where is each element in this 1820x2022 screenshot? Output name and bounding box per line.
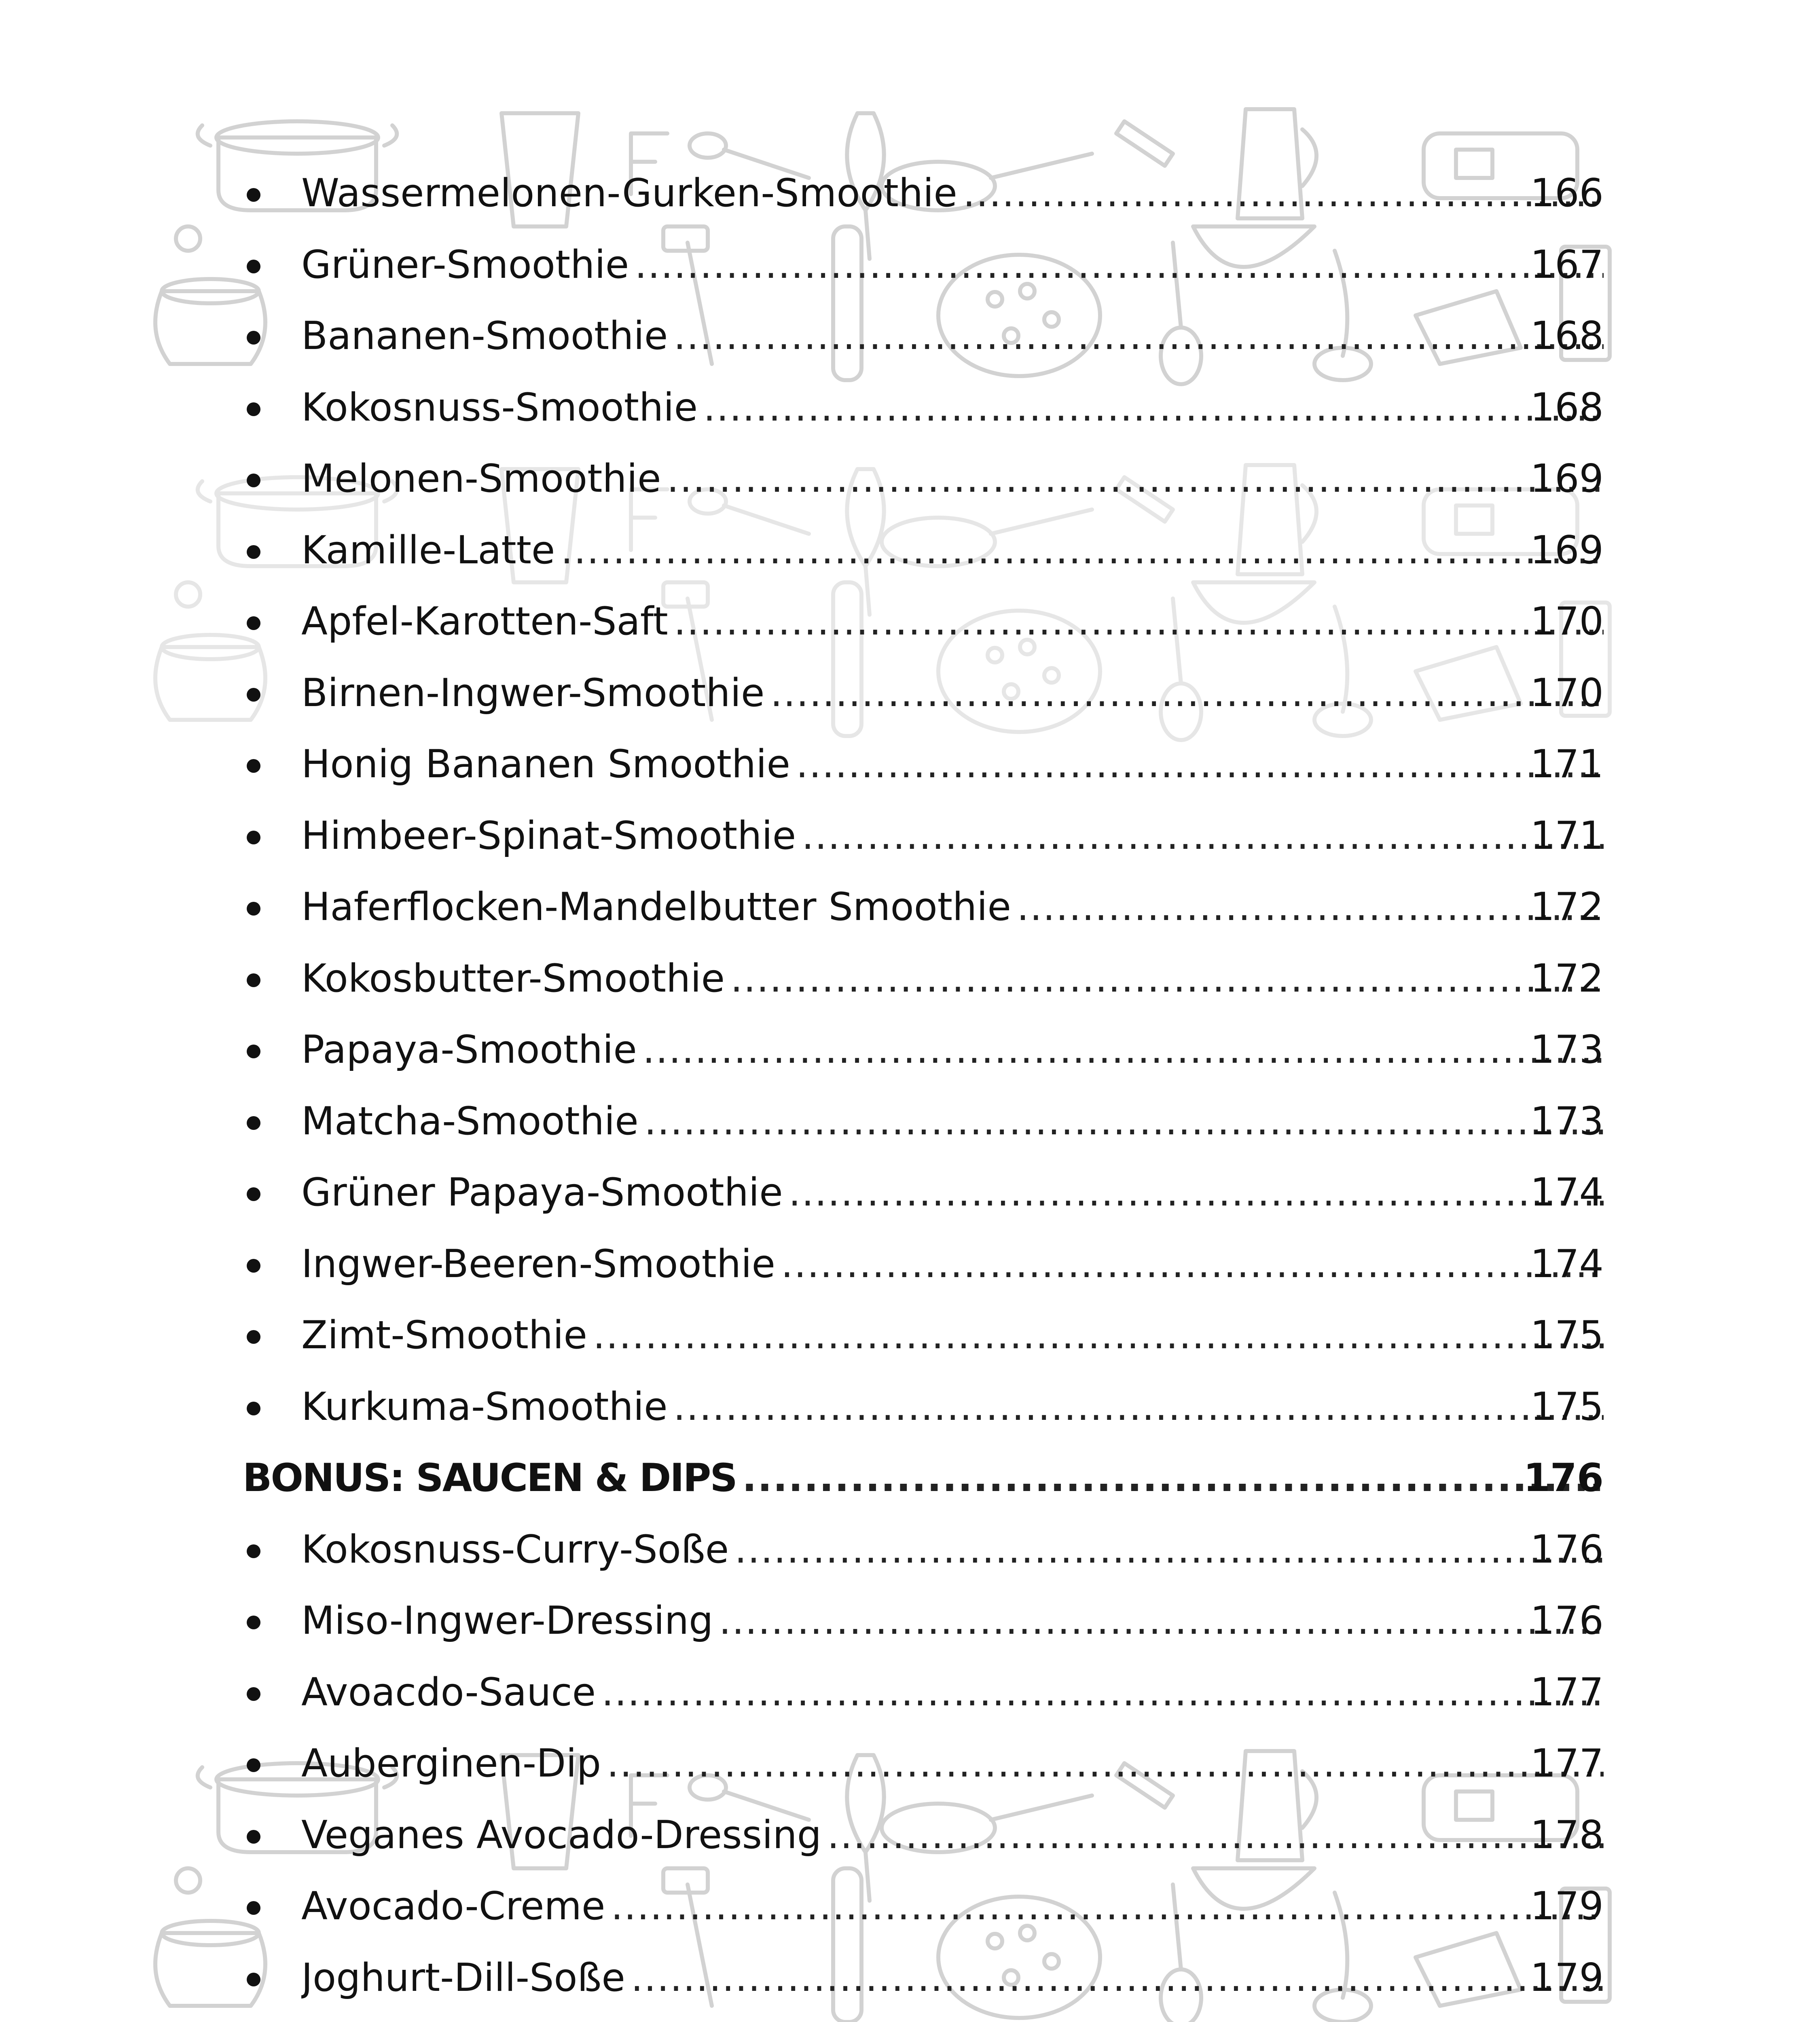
toc-entry-title: Haferflocken-Mandelbutter Smoothie — [301, 885, 1011, 929]
toc-entry-title: Apfel-Karotten-Saft — [301, 599, 668, 644]
toc-entry[interactable] — [0, 1516, 1820, 1587]
toc-entry[interactable] — [0, 588, 1820, 659]
toc-page-number: 175 — [1530, 1384, 1604, 1429]
toc-page-number: 171 — [1530, 742, 1604, 787]
toc-entry-title: Auberginen-Dip — [301, 1741, 601, 1786]
toc-entry-title: Melonen-Smoothie — [301, 457, 661, 501]
toc-entry-title: Veganes Avocado-Dressing — [301, 1813, 822, 1857]
bullet-icon — [247, 1687, 260, 1701]
bullet-icon — [247, 1116, 260, 1130]
toc-leader-line — [301, 810, 1604, 862]
toc-entry[interactable] — [0, 1231, 1820, 1302]
dot-leader — [667, 453, 1604, 505]
bullet-icon — [247, 1259, 260, 1273]
toc-entry-title: Ingwer-Beeren-Smoothie — [301, 1242, 775, 1286]
dot-leader — [611, 1880, 1604, 1933]
toc-leader-line — [301, 1666, 1604, 1719]
dot-leader — [719, 1595, 1604, 1647]
dot-leader — [607, 1737, 1604, 1790]
bullet-icon — [247, 902, 260, 916]
dot-leader — [674, 595, 1604, 648]
toc-leader-line — [301, 1238, 1604, 1290]
dot-leader — [631, 1952, 1604, 2004]
toc-entry[interactable] — [0, 874, 1820, 945]
toc-leader-line — [301, 1024, 1604, 1076]
toc-page-number: 166 — [1530, 171, 1604, 216]
toc-leader-line — [301, 453, 1604, 505]
dot-leader — [770, 667, 1604, 719]
bullet-icon — [247, 1973, 260, 1986]
toc-entry-title: Matcha-Smoothie — [301, 1099, 639, 1144]
toc-leader-line — [301, 167, 1604, 220]
dot-leader — [781, 1238, 1604, 1290]
toc-leader-line — [301, 1595, 1604, 1647]
toc-page-number: 169 — [1530, 457, 1604, 501]
toc-entry-title: Zimt-Smoothie — [301, 1313, 587, 1358]
toc-entry[interactable] — [0, 1159, 1820, 1230]
toc-leader-line — [301, 1880, 1604, 1933]
toc-page-number: 177 — [1530, 1670, 1604, 1715]
bullet-icon — [247, 188, 260, 202]
dot-leader — [827, 1809, 1604, 1861]
dot-leader — [742, 1452, 1604, 1504]
bullet-icon — [247, 1187, 260, 1201]
toc-leader-line — [301, 1309, 1604, 1362]
toc-entry[interactable] — [0, 160, 1820, 231]
toc-page-number: 168 — [1530, 385, 1604, 430]
toc-entry[interactable] — [0, 517, 1820, 588]
toc-entry[interactable] — [0, 731, 1820, 802]
toc-leader-line — [301, 881, 1604, 933]
toc-entry[interactable] — [0, 374, 1820, 445]
dot-leader — [601, 1666, 1604, 1719]
toc-entry-title: Papaya-Smoothie — [301, 1028, 637, 1072]
toc-entry-title: Avoacdo-Sauce — [301, 1670, 596, 1715]
toc-page-number: 171 — [1530, 813, 1604, 858]
toc-entry-title: Grüner-Smoothie — [301, 242, 629, 287]
toc-entry[interactable] — [0, 1587, 1820, 1658]
dot-leader — [730, 952, 1604, 1005]
dot-leader — [673, 1381, 1604, 1433]
dot-leader — [703, 381, 1604, 434]
toc-entry-title: Kokosnuss-Curry-Soße — [301, 1527, 729, 1572]
toc-page-number: 178 — [1530, 1813, 1604, 1857]
bullet-icon — [247, 1758, 260, 1772]
toc-page-number: 176 — [1523, 1456, 1604, 1500]
dot-leader — [673, 310, 1604, 362]
toc-leader-line — [301, 1381, 1604, 1433]
toc-leader-line — [301, 738, 1604, 791]
toc-entry[interactable] — [0, 445, 1820, 516]
toc-page-number: 176 — [1530, 1527, 1604, 1572]
toc-entry[interactable] — [0, 1373, 1820, 1445]
toc-leader-line — [301, 595, 1604, 648]
dot-leader — [1017, 881, 1604, 933]
dot-leader — [796, 738, 1604, 791]
toc-leader-line — [301, 1523, 1604, 1576]
bullet-icon — [247, 759, 260, 773]
dot-leader — [789, 1166, 1604, 1219]
toc-entry-title: Kokosnuss-Smoothie — [301, 385, 698, 430]
bullet-icon — [247, 260, 260, 273]
toc-entry-title: Kurkuma-Smoothie — [301, 1384, 668, 1429]
toc-entry-title: Grüner Papaya-Smoothie — [301, 1170, 783, 1215]
toc-leader-line — [301, 1095, 1604, 1148]
toc-entry[interactable] — [0, 660, 1820, 731]
toc-page-number: 173 — [1530, 1099, 1604, 1144]
toc-leader-line — [301, 524, 1604, 577]
dot-leader — [561, 524, 1604, 577]
toc-entry-title: Joghurt-Dill-Soße — [301, 1955, 625, 2000]
bullet-icon — [247, 1402, 260, 1415]
toc-leader-line — [301, 1952, 1604, 2004]
toc-entry[interactable] — [0, 945, 1820, 1016]
toc-page-number: 179 — [1530, 1955, 1604, 2000]
toc-page-number: 169 — [1530, 528, 1604, 573]
toc-entry[interactable] — [0, 1730, 1820, 1801]
toc-entry[interactable] — [0, 1659, 1820, 1730]
toc-leader-line — [243, 1452, 1604, 1504]
toc-page-number: 174 — [1530, 1242, 1604, 1286]
toc-entry-title: Himbeer-Spinat-Smoothie — [301, 813, 796, 858]
toc-entry[interactable] — [0, 1944, 1820, 2016]
toc-entry-title: Avocado-Creme — [301, 1884, 605, 1929]
toc-leader-line — [301, 239, 1604, 291]
bullet-icon — [247, 1045, 260, 1058]
toc-entry-title: Bananen-Smoothie — [301, 314, 668, 358]
dot-leader — [635, 239, 1604, 291]
toc-leader-line — [301, 952, 1604, 1005]
toc-entry[interactable] — [0, 1088, 1820, 1159]
toc-entry-title: BONUS: SAUCEN & DIPS — [243, 1456, 736, 1500]
bullet-icon — [247, 331, 260, 345]
toc-entry[interactable] — [0, 802, 1820, 874]
toc-page-number: 172 — [1530, 956, 1604, 1001]
toc-entry[interactable] — [0, 1016, 1820, 1087]
toc-entry-title: Kamille-Latte — [301, 528, 555, 573]
dot-leader — [644, 1095, 1604, 1148]
toc-entry-title: Birnen-Ingwer-Smoothie — [301, 670, 765, 715]
bullet-icon — [247, 616, 260, 630]
toc-entry[interactable] — [0, 302, 1820, 374]
bullet-icon — [247, 831, 260, 844]
bullet-icon — [247, 973, 260, 987]
bullet-icon — [247, 1330, 260, 1344]
toc-entry-title: Miso-Ingwer-Dressing — [301, 1599, 713, 1643]
dot-leader — [734, 1523, 1604, 1576]
dot-leader — [963, 167, 1604, 220]
bullet-icon — [247, 402, 260, 416]
dot-leader — [643, 1024, 1604, 1076]
toc-leader-line — [301, 381, 1604, 434]
bullet-icon — [247, 688, 260, 702]
bullet-icon — [247, 1616, 260, 1629]
bullet-icon — [247, 1901, 260, 1915]
toc-entry-title: Kokosbutter-Smoothie — [301, 956, 725, 1001]
toc-leader-line — [301, 1737, 1604, 1790]
toc-entry[interactable] — [0, 1302, 1820, 1373]
toc-entry[interactable] — [0, 1873, 1820, 1944]
toc-page-number: 168 — [1530, 314, 1604, 358]
dot-leader — [593, 1309, 1604, 1362]
toc-leader-line — [301, 1809, 1604, 1861]
toc-leader-line — [301, 667, 1604, 719]
toc-page-number: 175 — [1530, 1313, 1604, 1358]
toc-section-heading[interactable] — [0, 1445, 1820, 1516]
bullet-icon — [247, 1830, 260, 1844]
toc-entry[interactable] — [0, 231, 1820, 302]
toc-leader-line — [301, 1166, 1604, 1219]
toc-page-number: 174 — [1530, 1170, 1604, 1215]
bullet-icon — [247, 1544, 260, 1558]
bullet-icon — [247, 545, 260, 559]
toc-entry-title: Wassermelonen-Gurken-Smoothie — [301, 171, 957, 216]
toc-page-number: 172 — [1530, 885, 1604, 929]
toc-page-number: 176 — [1530, 1599, 1604, 1643]
toc-page-number: 173 — [1530, 1028, 1604, 1072]
toc-page-number: 179 — [1530, 1884, 1604, 1929]
toc-page-number: 177 — [1530, 1741, 1604, 1786]
dot-leader — [802, 810, 1604, 862]
bullet-icon — [247, 474, 260, 487]
toc-leader-line — [301, 310, 1604, 362]
toc-page-number: 170 — [1530, 599, 1604, 644]
toc-page-number: 167 — [1530, 242, 1604, 287]
toc-entry-title: Honig Bananen Smoothie — [301, 742, 790, 787]
toc-entry[interactable] — [0, 1802, 1820, 1873]
toc-page-number: 170 — [1530, 670, 1604, 715]
